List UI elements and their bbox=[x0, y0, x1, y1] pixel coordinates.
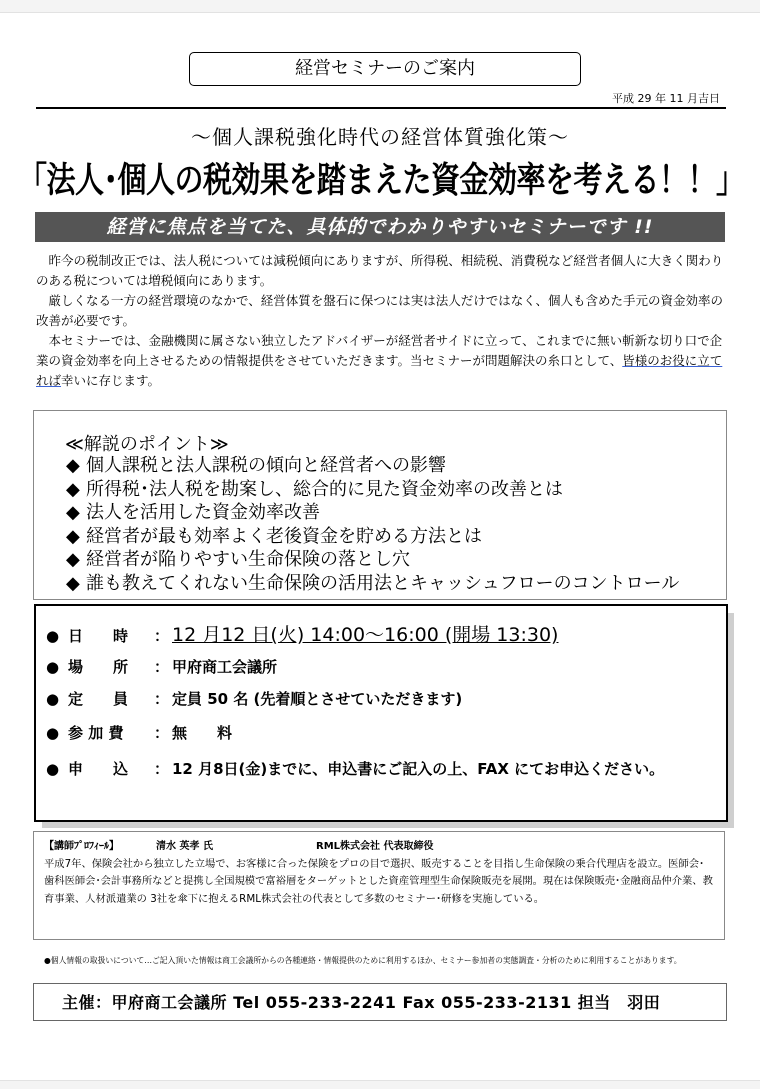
bullet-icon: ● bbox=[46, 724, 60, 742]
info-colon: ： bbox=[154, 627, 170, 645]
document-title: 経営セミナーのご案内 bbox=[189, 52, 581, 86]
intro-paragraph: 昨今の税制改正では、法人税については減税傾向にありますが、所得税、相続税、消費税など経営者個人に大きく関わりのある税については増税傾向にあります。 bbox=[36, 253, 724, 288]
organizer-info: 主催：甲府商工会議所 Tel 055-233-2241 Fax 055-233-2131 担当 羽田 bbox=[62, 993, 661, 1012]
info-colon: ： bbox=[154, 724, 170, 742]
profile-label: 【講師ﾌﾟﾛﾌｨｰﾙ】 bbox=[44, 841, 119, 852]
info-colon: ： bbox=[154, 690, 170, 708]
issue-date: 平成 29 年 11 月吉日 bbox=[612, 92, 720, 105]
bullet-icon: ● bbox=[46, 760, 60, 778]
info-row-venue bbox=[46, 656, 277, 677]
diamond-bullet-icon: ◆ bbox=[66, 455, 80, 476]
info-label: 申 込 bbox=[68, 760, 129, 778]
point-text: 経営者が陥りやすい生命保険の落とし穴 bbox=[86, 549, 410, 570]
point-item bbox=[66, 501, 679, 525]
intro-text bbox=[36, 251, 730, 391]
info-row-capacity bbox=[46, 688, 462, 709]
speaker-company: RML株式会社 代表取締役 bbox=[316, 841, 434, 852]
points-list bbox=[66, 454, 679, 595]
intro-paragraph-text: 本セミナーでは、金融機関に属さない独立したアドバイザーが経営者サイドに立って、これまでに無い斬新な切り口で企業の資金効率を向上させるための情報提供をさせていただきます。当セミナーが問題解決の糸口として、 bbox=[36, 333, 723, 368]
intro-paragraph: 厳しくなる一方の経営環境のなかで、経営体質を盤石に保つには実は法人だけではなく、個人も含めた手元の資金効率の改善が必要です。 bbox=[36, 293, 724, 328]
headline: 「法人･個人の税効果を踏まえた資金効率を考える！！」 bbox=[18, 159, 745, 201]
diamond-bullet-icon: ◆ bbox=[66, 572, 80, 594]
diamond-bullet-icon: ◆ bbox=[66, 502, 80, 523]
point-text: 法人を活用した資金効率改善 bbox=[86, 502, 320, 523]
info-row-fee bbox=[46, 722, 232, 743]
info-label: 定 員 bbox=[68, 690, 129, 708]
info-value: 12 月8日(金)までに、申込書にご記入の上、FAX にてお申込ください。 bbox=[172, 760, 665, 778]
info-value: 12 月12 日(火) 14:00～16:00 (開場 13:30) bbox=[172, 624, 559, 646]
info-value: 無 料 bbox=[172, 724, 233, 742]
info-value: 定員 50 名 (先着順とさせていただきます) bbox=[172, 690, 463, 708]
highlight-banner: 経営に焦点を当てた、具体的でわかりやすいセミナーです !! bbox=[35, 212, 725, 242]
point-text: 個人課税と法人課税の傾向と経営者への影響 bbox=[86, 455, 446, 476]
diamond-bullet-icon: ◆ bbox=[66, 549, 80, 570]
info-row-application bbox=[46, 758, 664, 779]
intro-underlined-phrase: 皆様のお役に立てれば bbox=[36, 353, 723, 388]
speaker-profile-header bbox=[44, 837, 434, 852]
diamond-bullet-icon: ◆ bbox=[66, 525, 80, 547]
header-divider bbox=[36, 107, 726, 109]
point-item bbox=[66, 548, 679, 572]
point-text: 所得税･法人税を勘案し、総合的に見た資金効率の改善とは bbox=[86, 478, 563, 500]
intro-paragraph bbox=[36, 331, 730, 391]
info-colon: ： bbox=[154, 760, 170, 778]
intro-paragraph-end: 幸いに存じます。 bbox=[61, 373, 161, 388]
info-label: 参 加 費 bbox=[68, 724, 124, 742]
point-text: 経営者が最も効率よく老後資金を貯める方法とは bbox=[86, 525, 482, 547]
point-text: 誰も教えてくれない生命保険の活用法とキャッシュフローのコントロール bbox=[86, 572, 680, 594]
info-label: 日 時 bbox=[68, 627, 129, 645]
info-colon: ： bbox=[154, 658, 170, 676]
point-item bbox=[66, 454, 679, 478]
point-item bbox=[66, 525, 679, 549]
points-title: ≪解説のポイント≫ bbox=[65, 434, 229, 455]
diamond-bullet-icon: ◆ bbox=[66, 478, 80, 500]
viewer-top-bar bbox=[0, 0, 760, 13]
speaker-profile-text: 平成7年、保険会社から独立した立場で、お客様に合った保険をプロの目で選択、販売することを目指し生命保険の乗合代理店を設立。医師会･歯科医師会･会計事務所などと提携し全国規模で富裕層をターゲットとした資産管理型生命保険販売を展開。現在は保険販売･金融商品仲介業、教育事業、人材派遣業の 3社を傘下に抱えるRML株式会社の代表として多数のセミナー･研修を実施している。 bbox=[44, 858, 713, 905]
point-item bbox=[66, 478, 679, 502]
point-item bbox=[66, 572, 679, 596]
bullet-icon: ● bbox=[46, 627, 60, 645]
info-label: 場 所 bbox=[68, 658, 129, 676]
bullet-icon: ● bbox=[46, 690, 60, 708]
speaker-name: 清水 英孝 氏 bbox=[156, 841, 213, 852]
privacy-notice: ●個人情報の取扱いについて…ご記入頂いた情報は商工会議所からの各種連絡・情報提供のために利用するほか、セミナー参加者の実態調査・分析のために利用することがあります。 bbox=[44, 956, 682, 965]
bullet-icon: ● bbox=[46, 658, 60, 676]
info-row-datetime bbox=[46, 620, 558, 647]
info-value: 甲府商工会議所 bbox=[172, 658, 278, 676]
subheading: ～個人課税強化時代の経営体質強化策～ bbox=[191, 125, 569, 149]
